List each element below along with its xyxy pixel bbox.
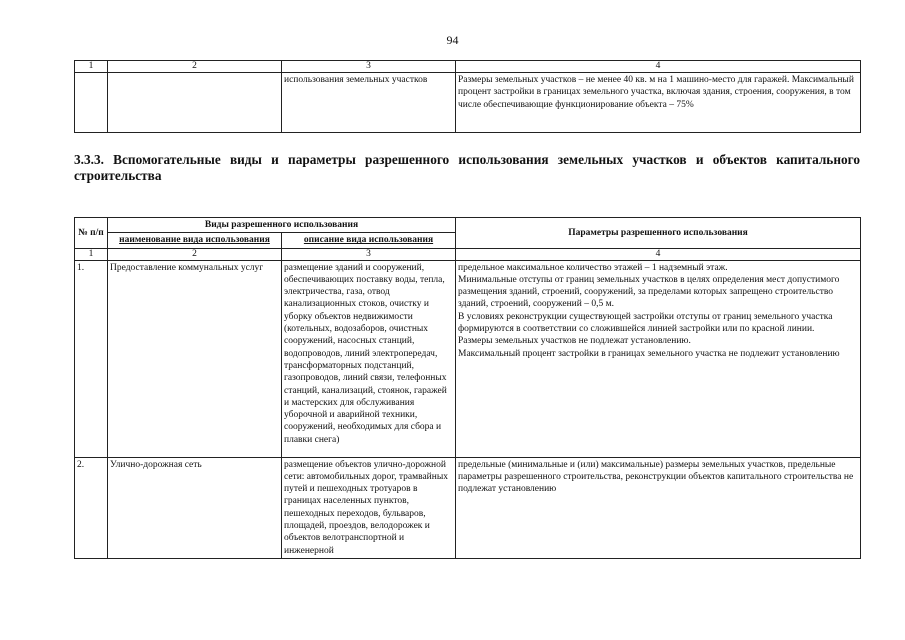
table-row — [75, 260, 861, 457]
continuation-table — [74, 60, 861, 133]
col-number-4: 4 — [456, 61, 861, 73]
col-number-2: 2 — [108, 248, 282, 260]
use-description-cell: размещение объектов улично-дорожной сети: автомобильных дорог, трамвайных путей и пешеходных тротуаров в границах населенных пунктов, пешеходных переходов, бульваров, площадей, проездов, велодорожек и объектов велотранспортной и инженерной — [282, 457, 456, 558]
use-description-cell: размещение зданий и сооружений, обеспечивающих поставку воды, тепла, электричества, газа, отвод канализационных стоков, очистку и уборку объектов недвижимости (котельных, водозаборов, очистных сооружений, насосных станций, водопроводов, линий электропередач, трансформаторных подстанций, газопроводов, линий связи, телефонных станций, канализаций, стоянок, гаражей и мастерских для обслуживания уборочной и аварийной техники, сооружений, необходимых для сбора и плавки снега) — [282, 260, 456, 457]
header-num: № п/п — [75, 218, 108, 249]
param-line: Максимальный процент застройки в границах земельного участка не подлежит установлению — [458, 348, 840, 359]
header-name: наименование вида использования — [108, 233, 282, 248]
use-params-cell — [456, 260, 861, 457]
col-number-3: 3 — [282, 61, 456, 73]
header-params: Параметры разрешенного использования — [456, 218, 861, 249]
col-number-2: 2 — [108, 61, 282, 73]
column-number-row — [75, 61, 861, 73]
header-row-1 — [75, 218, 861, 233]
param-line: Размеры земельных участков не подлежат установлению. — [458, 336, 691, 347]
use-params-cell — [456, 457, 861, 558]
auxiliary-uses-table — [74, 217, 861, 559]
table-row — [75, 457, 861, 558]
param-line: предельное максимальное количество этажей – 1 надземный этаж. — [458, 262, 728, 273]
param-line: Минимальные отступы от границ земельных участков в целях определения мест допустимого размещения зданий, строений, сооружений, за пределами которых запрещено строительство зданий, строений, сооружений – 0,5 м. — [458, 274, 840, 310]
row-number-cell: 2. — [75, 457, 108, 558]
param-line: предельные (минимальные и (или) максимальные) размеры земельных участков, предельные параметры разрешенного строительства, реконструкции объектов капитального строительства не подлежат установлению — [458, 459, 854, 495]
column-number-row — [75, 248, 861, 260]
use-name-cell — [108, 73, 282, 133]
table-row — [75, 73, 861, 133]
use-description-cell: использования земельных участков — [282, 73, 456, 133]
row-number-cell — [75, 73, 108, 133]
row-number-cell: 1. — [75, 260, 108, 457]
col-number-4: 4 — [456, 248, 861, 260]
header-description: описание вида использования — [282, 233, 456, 248]
param-line: В условиях реконструкции существующей застройки отступы от границ земельного участка формируются в соответствии со сложившейся линией застройки или по красной линии. — [458, 311, 833, 335]
header-types-group: Виды разрешенного использования — [108, 218, 456, 233]
section-heading: 3.3.3. Вспомогательные виды и параметры разрешенного использования земельных участков и объектов капитального строительства — [74, 152, 860, 183]
use-name-cell: Улично-дорожная сеть — [108, 457, 282, 558]
col-number-3: 3 — [282, 248, 456, 260]
use-params-cell: Размеры земельных участков – не менее 40 кв. м на 1 машино-место для гаражей. Максимальный процент застройки в границах земельного участка, включая здания, строения, сооружения, в том числе обеспечивающие функционирование объекта – 75% — [456, 73, 861, 133]
page-number: 94 — [446, 33, 459, 47]
col-number-1: 1 — [75, 248, 108, 260]
use-name-cell: Предоставление коммунальных услуг — [108, 260, 282, 457]
col-number-1: 1 — [75, 61, 108, 73]
